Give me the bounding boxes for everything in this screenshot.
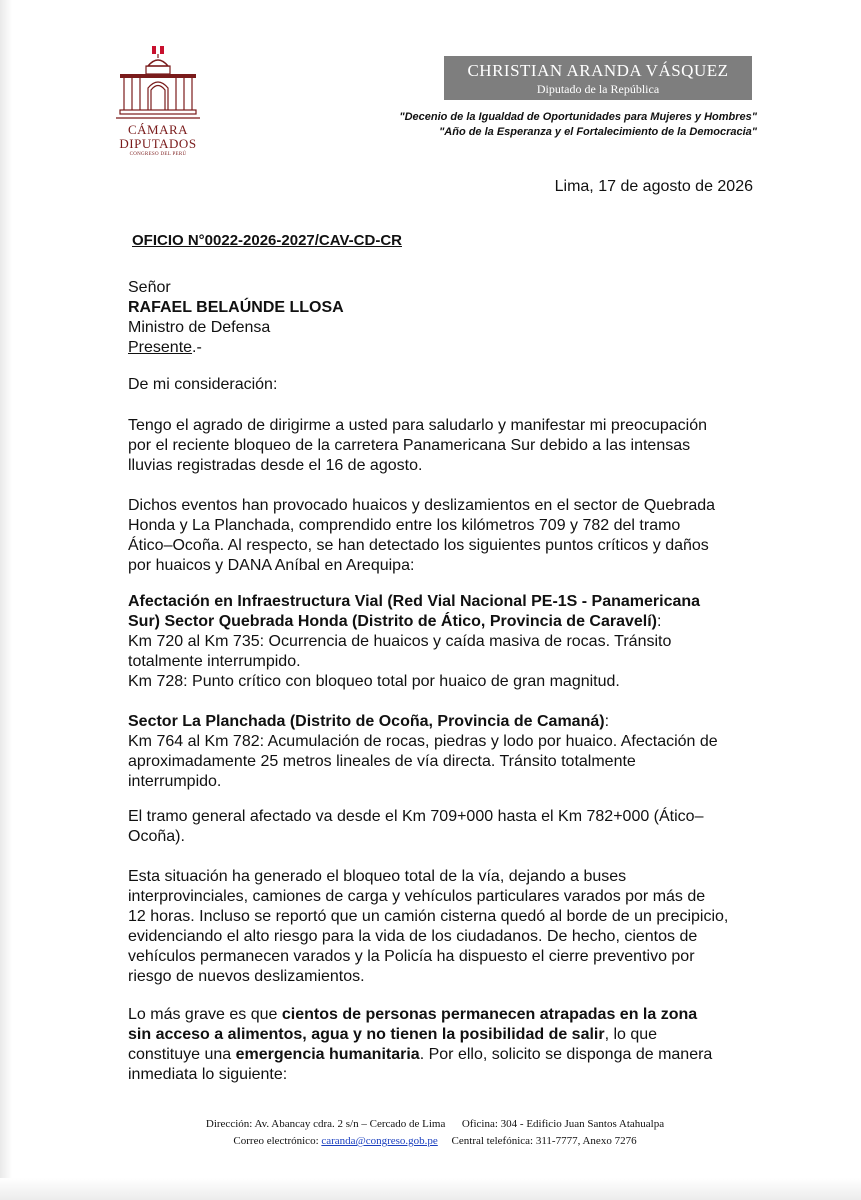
paragraph-line: Tengo el agrado de dirigirme a usted para saludarlo y manifestar mi preocupación	[128, 417, 707, 434]
paragraph-situation	[128, 867, 754, 987]
paragraph-line: El tramo general afectado va desde el Km 709+000 hasta el Km 782+000 (Ático–	[128, 808, 704, 825]
paragraph-events	[128, 496, 754, 576]
oficio-number: OFICIO N°0022-2026-2027/CAV-CD-CR	[132, 232, 402, 249]
scan-shadow-left	[0, 0, 12, 1200]
decenio-line: "Decenio de la Igualdad de Oportunidades para Mujeres y Hombres"	[399, 111, 757, 123]
congress-building-icon	[110, 44, 206, 122]
camara-logo	[110, 44, 206, 157]
section-la-planchada	[128, 712, 754, 792]
emphasis-text: emergencia humanitaria	[235, 1046, 420, 1063]
paragraph-line: lluvias registradas desde el 16 de agosto.	[128, 457, 423, 474]
section-heading: Sur) Sector Quebrada Honda (Distrito de Ático, Provincia de Caravelí)	[128, 613, 658, 630]
paragraph-line: Esta situación ha generado el bloqueo total de la vía, dejando a buses	[128, 868, 627, 885]
text-run: , lo que	[604, 1026, 658, 1043]
section-heading: Afectación en Infraestructura Vial (Red Vial Nacional PE-1S - Panamericana	[128, 593, 701, 610]
logo-text-diputados: DIPUTADOS	[119, 136, 197, 151]
footer-email-link[interactable]: caranda@congreso.gob.pe	[321, 1135, 438, 1147]
paragraph-intro	[128, 416, 754, 476]
logo-text-camara: CÁMARA	[127, 122, 189, 137]
paragraph-line: interprovinciales, camiones de carga y vehículos particulares varados por más de	[128, 888, 706, 905]
deputy-name: CHRISTIAN ARANDA VÁSQUEZ	[467, 61, 729, 80]
paragraph-line: vehículos permanecen varados y la Policía ha dispuesto el cierre preventivo por	[128, 948, 695, 965]
section-heading: Sector La Planchada (Distrito de Ocoña, Provincia de Camaná)	[128, 713, 605, 730]
footer-email-label: Correo electrónico:	[233, 1135, 322, 1147]
text-run: . Por ello, solicito se disponga de manera	[419, 1046, 713, 1063]
recipient-salutation: Señor	[128, 279, 171, 296]
paragraph-line: riesgo de nuevos deslizamientos.	[128, 968, 365, 985]
paragraph-line: evidenciando el alto riesgo para la vida de los ciudadanos. De hecho, cientos de	[128, 928, 698, 945]
footer	[140, 1116, 730, 1150]
recipient-presente	[128, 338, 202, 357]
paragraph-line: Dichos eventos han provocado huaicos y deslizamientos en el sector de Quebrada	[128, 497, 716, 514]
paragraph-line: por huaicos y DANA Aníbal en Arequipa:	[128, 557, 415, 574]
section-line: totalmente interrumpido.	[128, 653, 301, 670]
section-line: Km 728: Punto crítico con bloqueo total por huaico de gran magnitud.	[128, 673, 620, 690]
footer-phone: Central telefónica: 311-7777, Anexo 7276	[437, 1135, 637, 1147]
paragraph-tramo	[128, 807, 754, 847]
section-line: aproximadamente 25 metros lineales de vía directa. Tránsito totalmente	[128, 753, 636, 770]
paragraph-line: Honda y La Planchada, comprendido entre los kilómetros 709 y 782 del tramo	[128, 517, 681, 534]
anio-line: "Año de la Esperanza y el Fortalecimiento de la Democracia"	[439, 126, 757, 138]
greeting: De mi consideración:	[128, 376, 278, 393]
text-run: constituye una	[128, 1046, 236, 1063]
presente-word: Presente	[128, 339, 193, 356]
emphasis-text: sin acceso a alimentos, agua y no tienen la posibilidad de salir	[128, 1026, 605, 1043]
deputy-role: Diputado de la República	[536, 82, 660, 96]
section-line: interrumpido.	[128, 773, 222, 790]
decenio-banner	[300, 110, 757, 140]
emphasis-text: cientos de personas permanecen atrapadas en la zona	[281, 1006, 698, 1023]
section-line: Km 720 al Km 735: Ocurrencia de huaicos y caída masiva de rocas. Tránsito	[128, 633, 672, 650]
deputy-name-box	[444, 56, 752, 100]
paragraph-line: Ocoña).	[128, 828, 185, 845]
paragraph-line: inmediata lo siguiente:	[128, 1066, 288, 1083]
logo-text-congreso: CONGRESO DEL PERÚ	[129, 152, 187, 157]
section-colon: :	[657, 613, 662, 630]
document-date: Lima, 17 de agosto de 2026	[554, 178, 753, 195]
text-run: Lo más grave es que	[128, 1006, 282, 1023]
section-quebrada-honda	[128, 592, 754, 692]
scan-shadow-bottom	[0, 1178, 861, 1200]
footer-address: Dirección: Av. Abancay cdra. 2 s/n – Cercado de Lima Oficina: 304 - Edificio Juan Santos Atahualpa	[205, 1118, 665, 1130]
section-line: Km 764 al Km 782: Acumulación de rocas, piedras y lodo por huaico. Afectación de	[128, 733, 718, 750]
paragraph-line: 12 horas. Incluso se reportó que un camión cisterna quedó al borde de un precipicio,	[128, 908, 729, 925]
paragraph-line: Ático–Ocoña. Al respecto, se han detectado los siguientes puntos críticos y daños	[128, 537, 709, 554]
paragraph-line: por el reciente bloqueo de la carretera Panamericana Sur debido a las intensas	[128, 437, 691, 454]
paragraph-emergency	[128, 1005, 754, 1085]
section-colon: :	[604, 713, 610, 730]
presente-suffix: .-	[192, 339, 202, 356]
recipient-position: Ministro de Defensa	[128, 319, 271, 336]
recipient-name: RAFAEL BELAÚNDE LLOSA	[128, 299, 344, 316]
